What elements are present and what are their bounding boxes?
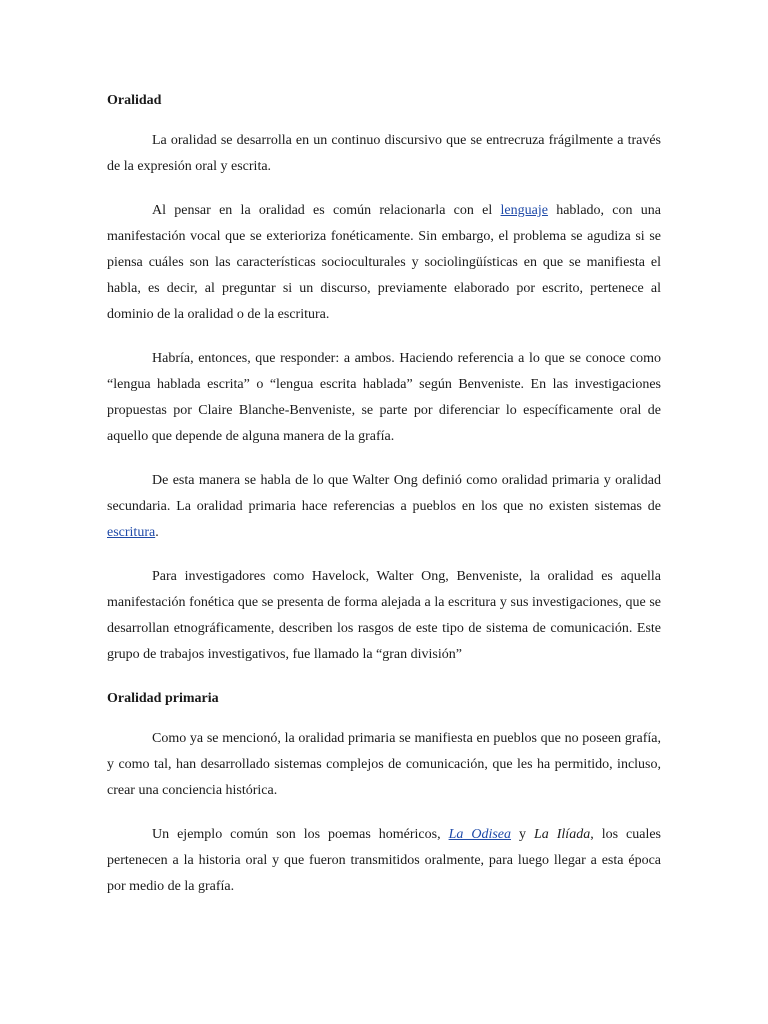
paragraph-7 (107, 822, 661, 900)
paragraph-7-text-b: y (511, 827, 534, 842)
heading-oralidad: Oralidad (107, 93, 162, 108)
paragraph-4 (107, 468, 661, 546)
paragraph-2 (107, 198, 661, 328)
heading-oralidad-primaria: Oralidad primaria (107, 691, 219, 706)
paragraph-4-text-a: De esta manera se habla de lo que Walter Ong definió como oralidad primaria y oralidad secundaria. La oralidad primaria hace referencias a pueblos en los que no existen sistemas de (107, 473, 661, 514)
document-page (107, 88, 661, 918)
paragraph-1: La oralidad se desarrolla en un continuo discursivo que se entrecruza frágilmente a través de la expresión oral y escrita. (107, 133, 661, 174)
paragraph-7-text-c: , los cuales pertenecen a la historia oral y que fueron transmitidos oralmente, para luego llegar a esta época por medio de la grafía. (107, 827, 661, 894)
paragraph-6: Como ya se mencionó, la oralidad primaria se manifiesta en pueblos que no poseen grafía, y como tal, han desarrollado sistemas complejos de comunicación, que les ha permitido, incluso, crear una conciencia histórica. (107, 731, 661, 798)
paragraph-3: Habría, entonces, que responder: a ambos. Haciendo referencia a lo que se conoce como “lengua hablada escrita” o “lengua escrita hablada” según Benveniste. En las investigaciones propuestas por Claire Blanche-Benveniste, se parte por diferenciar lo específicamente oral de aquello que depende de alguna manera de la grafía. (107, 351, 661, 444)
title-la-iliada: La Ilíada (533, 827, 591, 842)
link-la-odisea[interactable]: La Odisea (448, 827, 512, 842)
paragraph-2-text-a: Al pensar en la oralidad es común relacionarla con el (152, 203, 501, 218)
paragraph-4-text-b: . (155, 525, 159, 540)
paragraph-7-text-a: Un ejemplo común son los poemas homéricos, (152, 827, 449, 842)
link-lenguaje[interactable]: lenguaje (500, 203, 548, 218)
paragraph-2-text-b: hablado, con una manifestación vocal que se exterioriza fonéticamente. Sin embargo, el problema se agudiza si se piensa cuáles son las características socioculturales y sociolingüísticas en que se manifiesta el habla, es decir, al preguntar si un discurso, previamente elaborado por escrito, pertenece al dominio de la oralidad o de la escritura. (107, 203, 661, 322)
paragraph-5: Para investigadores como Havelock, Walter Ong, Benveniste, la oralidad es aquella manifestación fonética que se presenta de forma alejada a la escritura y sus investigaciones, que se desarrollan etnográficamente, describen los rasgos de este tipo de sistema de comunicación. Este grupo de trabajos investigativos, fue llamado la “gran división” (107, 569, 661, 662)
link-escritura[interactable]: escritura (107, 525, 156, 540)
